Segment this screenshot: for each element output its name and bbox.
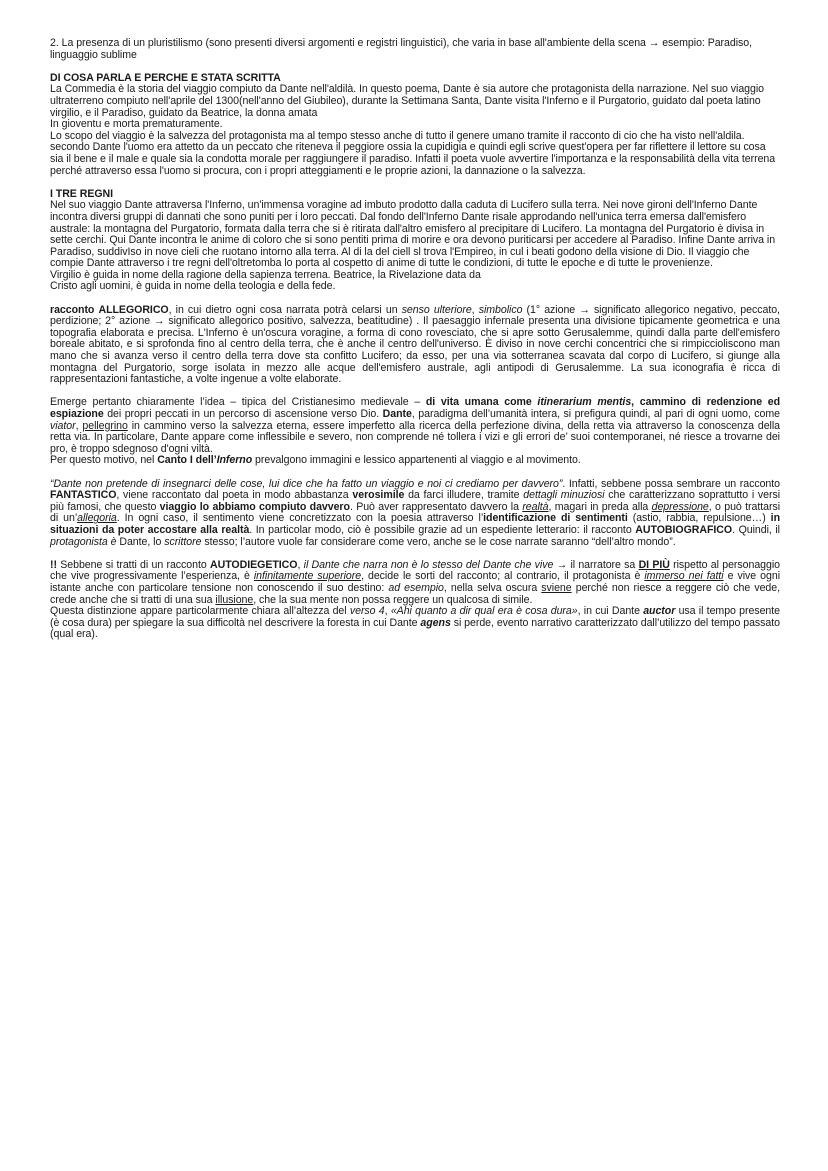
- verso-4-term: verso 4: [349, 605, 385, 618]
- section2-paragraph-1: Nel suo viaggio Dante attraversa l'Inferno, un'immensa voragine ad imbuto prodotto dalla caduta di Lucifero sulla terra. Nei nove gironi dell'Inferno Dante incontra diversi gruppi di dannati che sono puniti per i loro peccati. Dal fondo dell'Inferno Dante risale approdando nell'unica terra emersa dall'emisfero australe: la montagna del Purgatorio, formata dalla terra che si è ritirata dall'altro emisfero al precipitare di Lucifero. La montagna del Purgatorio è divisa in sette cerchi. Qui Dante incontra le anime di coloro che si sono pentiti prima di morire e ora devono puriticarsi per accedere al Paradiso. Infine Dante arriva in Paradiso, suddivIso in nove cieli che ruotano intorno alla terra. Al di la del ciell sl trova l'Empireo, in cul i beati godono della visione di Dio. Il viaggio che compie Dante attraverso i tre regni dell'oltretomba lo porta al cospetto di anime di tutte le condizioni, di tutte le epoche e di tutte le provenienze.: [50, 199, 776, 270]
- section1-paragraph-3: Lo scopo del viaggio è la salvezza del protagonista ma al tempo stesso anche di tutto il genere umano tramite il racconto di cio che ha visto nell'aldila. secondo Dante l'uomo era attetto da un peccato che riteneva il peggiore ossia la cupidigia e quindi egli scrive quest'opera per far riflettere il lettore su cosa sia il bene e il male e quale sia la condotta morale per raggiungere il paradiso. Infatti il poeta vuole avvertire l'importanza e la responsabilità della vita terrena perché attraverso essa l'uomo si procura, con i propri atteggiamenti e le proprie azioni, la dannazione o la salvezza.: [50, 129, 776, 177]
- text-run: . In particolar modo, ciò è possibile grazie ad un espediente letterario: il racconto: [249, 523, 636, 536]
- text-run: ,: [384, 605, 391, 618]
- text-run: → il narratore sa: [553, 558, 639, 571]
- agens-term: agens: [420, 616, 451, 629]
- text-run: ,: [297, 558, 304, 571]
- dante-narra-term: il Dante che narra non è lo stesso del Dante che vive: [303, 558, 554, 571]
- inferno-term: Inferno: [216, 454, 253, 467]
- section2-line-2: Cristo agli uomini, è guida in nome della teologia e della fede.: [50, 280, 336, 293]
- text-run: perché non riesce a reggere ciò che vede, crede anche che si tratti di una sua: [50, 581, 781, 606]
- section-heading-di-cosa-parla: DI COSA PARLA E PERCHE E STATA SCRITTA: [50, 71, 281, 84]
- bold-run: , cammino di redenzione ed espiazione: [50, 396, 781, 420]
- section-heading-tre-regni: I TRE REGNI: [50, 187, 114, 200]
- section2-paragraph-2: [50, 270, 780, 293]
- racconto-label: racconto: [50, 303, 95, 316]
- pellegrino-term: pellegrino: [82, 419, 128, 432]
- text-run: , o può trattarsi di un’: [50, 500, 780, 525]
- depressione-term: depressione: [651, 500, 709, 513]
- section1-paragraph-1: La Commedia è la storia del viaggio compiuto da Dante nell'aldilà. In questo poema, Dante è sia autore che protagonista della narrazione. Nel suo viaggio ultraterreno compiuto nell'aprile del 1300(nell'anno del Giubileo), durante la Settimana Santa, Dante visita l'Inferno e il Purgatorio, guidato dal poeta latino virgilio, e il Paradiso, guidato da Beatrice, la donna amata: [50, 83, 765, 119]
- text-run: che caratterizzano soprattutto i versi più famosi, che questo: [50, 489, 780, 513]
- identificazione-term: identificazione di sentimenti: [483, 512, 628, 525]
- text-run: , in cui Dante: [577, 605, 644, 618]
- text-run: in cammino verso la salvezza eterna, essere imperfetto alla ricerca della perfezione divina, della retta via attraverso la conoscenza della retta via. In particolare, Dante appare come inflessibile e severo, non comprende né tollera i vizi e gli errori de’ suoi contemporanei, né riesce a trovarne dei pro, è troppo sdegnoso d'ogni viltà.: [50, 419, 780, 455]
- section1-paragraph-2: In gioventu e morta prematuramente.: [50, 118, 223, 131]
- text-run: Questa distinzione appare particolarmente chiara all’altezza del: [50, 605, 350, 618]
- text-run: (1° azione → significato allegorico negativo, peccato, perdizione; 2° azione → significato allegorico positivo, salvezza, beatitudine) . Il paesaggio infernale presenta una divisione tipicamente geometrica e una topografia elaborata e precisa. L'Inferno è un'oscura voragine, a forma di cono rovesciato, che si apre sotto Gerusalemme, quindi dalla parte dell'emisfero boreale abitato, e si sprofonda fino al centro della terra, che è anche il centro dell'universo. È diviso in nove cerchi concentrici che si rimpicciolisconο man mano che si avanza verso il centro della terra dove sta confitto Lucifero; da esso, per una via sotterranea scavata dal corpo di Lucifero, si giunge alla montagna del Purgatorio, sorge isolata in mezzo alle acque dell'emisfero australe, agli antipodi di Gerusalemme. La sua iconografia è ricca di rappresentazioni fantastiche, a volte ingenue a volte elaborate.: [50, 303, 780, 386]
- text-run: usa il tempo presente (è cosa dura) per spiegare la sua difficoltà nel descrivere la foresta in cui Dante: [50, 605, 780, 629]
- itinerarium-paragraph: [50, 397, 780, 455]
- text-run: Dante, lo: [116, 535, 165, 548]
- autodiegetico-paragraph: [50, 560, 780, 606]
- text-run: prevalgono immagini e lessico appartenenti al viaggio e al movimento.: [252, 454, 581, 467]
- verosimile-term: verosimile: [352, 489, 405, 502]
- verse-quote: «Ahi quanto a dir qual era è cosa dura»: [390, 605, 578, 618]
- text-run: e vive ogni istante anche con particolare tensione non conoscendo il suo destino:: [50, 570, 780, 594]
- viator-term: viator: [50, 419, 76, 432]
- text-run: dei propri peccati in un percorso di ascensione verso Dio.: [103, 408, 383, 420]
- allegorico-paragraph: [50, 305, 780, 386]
- text-run: , in cui dietro ogni cosa narrata potrà celarsi un: [168, 303, 402, 316]
- text-run: , decide le sorti del racconto; al contrario, il protagonista è: [361, 570, 645, 583]
- intro-paragraph: 2. La presenza di un pluristilismo (sono presenti diversi argomenti e registri linguistici), che varia in base all'ambiente della scena → esempio: Paradiso, linguaggio sublime: [50, 37, 752, 61]
- quote-text: “Dante non pretende di insegnarci delle cose, lui dice che ha fatto un viaggio e noi ci crediamo per davvero”: [50, 477, 563, 490]
- infinitamente-superiore-term: infinitamente superiore: [253, 570, 362, 583]
- document-page: [50, 38, 780, 641]
- text-run: stesso; l’autore vuole far considerare come vero, anche se le cose narrate saranno “dell’altro mondo”.: [201, 535, 676, 548]
- text-run: . Infatti, sebbene possa sembrare un racconto: [562, 477, 780, 490]
- attention-marker: !!: [50, 558, 57, 571]
- auctor-term: auctor: [643, 605, 676, 618]
- allegoria-term: allegoria: [77, 512, 117, 525]
- sviene-term: sviene: [541, 581, 572, 594]
- ad-esempio-term: ad esempio: [388, 581, 444, 594]
- fantastico-term: FANTASTICO: [50, 489, 117, 502]
- text-run: rispetto al personaggio che vive progressivamente l’esperienza, è: [50, 558, 780, 583]
- text-run: . Quindi, il: [732, 523, 780, 536]
- text-run: Sebbene si tratti di un racconto: [56, 558, 210, 571]
- realta-term: realtà: [522, 500, 549, 513]
- text-run: Emerge pertanto chiaramente l’idea – tipica del Cristianesimo medievale –: [50, 396, 426, 409]
- autodiegetico-term: AUTODIEGETICO: [210, 558, 298, 571]
- canto-term: Canto I dell’: [157, 454, 217, 467]
- senso-ulteriore-term: senso ulteriore: [401, 303, 472, 316]
- protagonista-term: protagonista è: [50, 535, 117, 548]
- illusione-term: illusione: [215, 593, 254, 606]
- text-run: , che la sua mente non possa reggere un qualcosa di simile.: [253, 593, 533, 606]
- simbolico-term: simbolico: [478, 303, 523, 316]
- canto-paragraph: [50, 455, 780, 467]
- bold-run: di vita umana come: [425, 396, 538, 409]
- text-run: (astio, rabbia, repulsione…): [627, 512, 771, 525]
- text-run: da farci illudere, tramite: [404, 489, 524, 502]
- viaggio-term: viaggio lo abbiamo compiuto davvero: [159, 500, 350, 513]
- text-run: , viene raccontato dal poeta in modo abbastanza: [116, 489, 353, 502]
- text-run: ,: [75, 419, 83, 432]
- verso-4-paragraph: [50, 606, 780, 641]
- situazioni-term: in situazioni da poter accostare alla realtà: [50, 512, 780, 536]
- text-run: Per questo motivo, nel: [50, 454, 158, 467]
- section2-line-1: Virgilio è guida in nome della ragione della sapienza terrena. Beatrice, la Rivelazione data da: [50, 268, 481, 281]
- itinerarium-mentis-term: itinerarium mentis: [537, 396, 632, 409]
- text-run: , nella selva oscura: [443, 581, 542, 594]
- text-run: , magari in preda alla: [548, 500, 652, 513]
- text-run: ,: [471, 303, 479, 316]
- scrittore-term: scrittore: [164, 535, 202, 548]
- text-run: si perde, evento narrativo caratterizzato dall’utilizzo del tempo passato (qual era).: [50, 616, 780, 641]
- di-piu-term: DI PIÙ: [638, 558, 670, 571]
- fantastico-paragraph: [50, 479, 780, 549]
- text-run: . Può aver rappresentato davvero la: [349, 500, 523, 513]
- autobiografico-term: AUTOBIOGRAFICO: [635, 523, 733, 536]
- text-run: , paradigma dell’umanità intera, si prefigura quindi, al pari di ogni uomo, come: [411, 408, 780, 420]
- text-run: . In ogni caso, il sentimento viene concretizzato con la poesia attraverso l’: [116, 512, 484, 525]
- dante-term: Dante: [382, 408, 412, 420]
- dettagli-term: dettagli minuziosi: [523, 489, 605, 502]
- allegorico-term: ALLEGORICO: [98, 303, 169, 316]
- immerso-nei-fatti-term: immerso nei fatti: [644, 570, 724, 583]
